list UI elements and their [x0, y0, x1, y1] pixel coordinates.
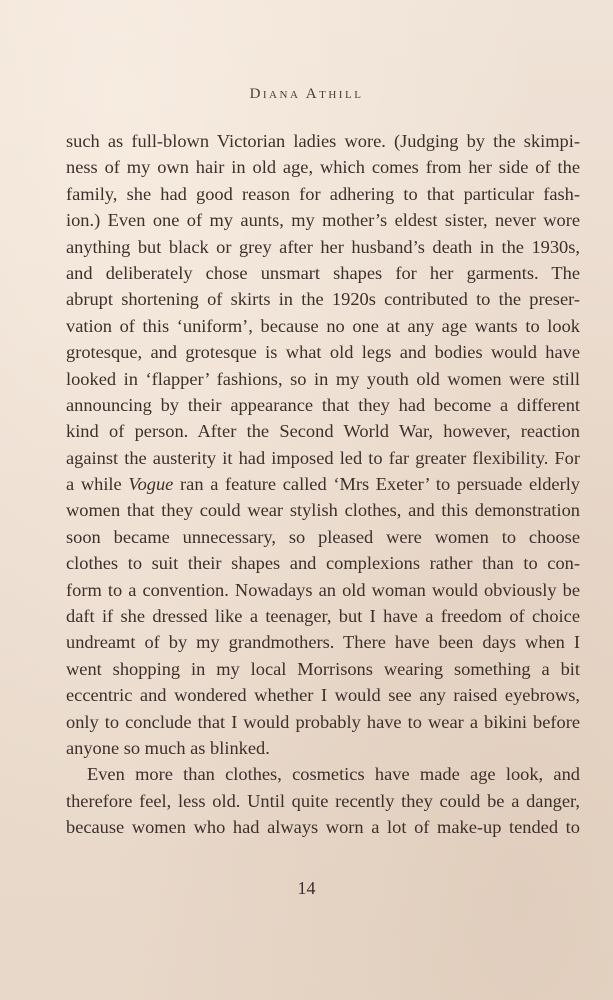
- body-text: [66, 128, 580, 841]
- text-line: clothes to suit their shapes and complexions rather than to con-: [66, 553, 580, 574]
- text-segment: ran a feature called ‘Mrs Exeter’ to persuade elderly: [173, 474, 580, 495]
- running-head: Diana Athill: [249, 86, 364, 102]
- text-line: grotesque, and grotesque is what old legs and bodies would have: [66, 342, 580, 363]
- text-line: eccentric and wondered whether I would see any raised eyebrows,: [66, 685, 580, 706]
- text-line: daft if she dressed like a teenager, but I have a freedom of choice: [66, 606, 580, 627]
- text-line: form to a convention. Nowadays an old woman would obviously be: [66, 579, 580, 600]
- page-number: 14: [297, 878, 316, 898]
- text-line: because women who had always worn a lot of make-up tended to: [66, 817, 580, 838]
- text-line: anything but black or grey after her husband’s death in the 1930s,: [66, 236, 580, 257]
- text-line: went shopping in my local Morrisons wearing something a bit: [66, 658, 580, 679]
- text-line: soon became unnecessary, so pleased were women to choose: [66, 526, 580, 547]
- text-line: looked in ‘flapper’ fashions, so in my youth old women were still: [66, 368, 580, 389]
- text-line: kind of person. After the Second World War, however, reaction: [66, 421, 580, 442]
- text-line: abrupt shortening of skirts in the 1920s contributed to the preser-: [66, 289, 580, 310]
- text-line: announcing by their appearance that they had become a different: [66, 394, 580, 415]
- text-line: only to conclude that I would probably have to wear a bikini before: [66, 711, 580, 732]
- publication-title: Vogue: [128, 474, 174, 495]
- text-line: undreamt of by my grandmothers. There have been days when I: [66, 632, 580, 653]
- text-line: women that they could wear stylish clothes, and this demonstration: [66, 500, 580, 521]
- text-line: and deliberately chose unsmart shapes for her garments. The: [66, 262, 580, 283]
- text-line: family, she had good reason for adhering to that particular fash-: [66, 183, 580, 204]
- text-line: Even more than clothes, cosmetics have made age look, and: [87, 764, 580, 785]
- text-line: ness of my own hair in old age, which comes from her side of the: [66, 157, 580, 178]
- text-line: therefore feel, less old. Until quite recently they could be a danger,: [66, 790, 580, 811]
- text-line: against the austerity it had imposed led to far greater flexibility. For: [66, 447, 580, 468]
- text-line: such as full-blown Victorian ladies wore. (Judging by the skimpi-: [66, 131, 580, 151]
- text-line: [66, 471, 580, 497]
- text-segment: a while: [66, 474, 129, 495]
- text-line: vation of this ‘uniform’, because no one at any age wants to look: [66, 315, 580, 336]
- text-line: ion.) Even one of my aunts, my mother’s eldest sister, never wore: [66, 210, 580, 231]
- text-line: anyone so much as blinked.: [66, 737, 270, 758]
